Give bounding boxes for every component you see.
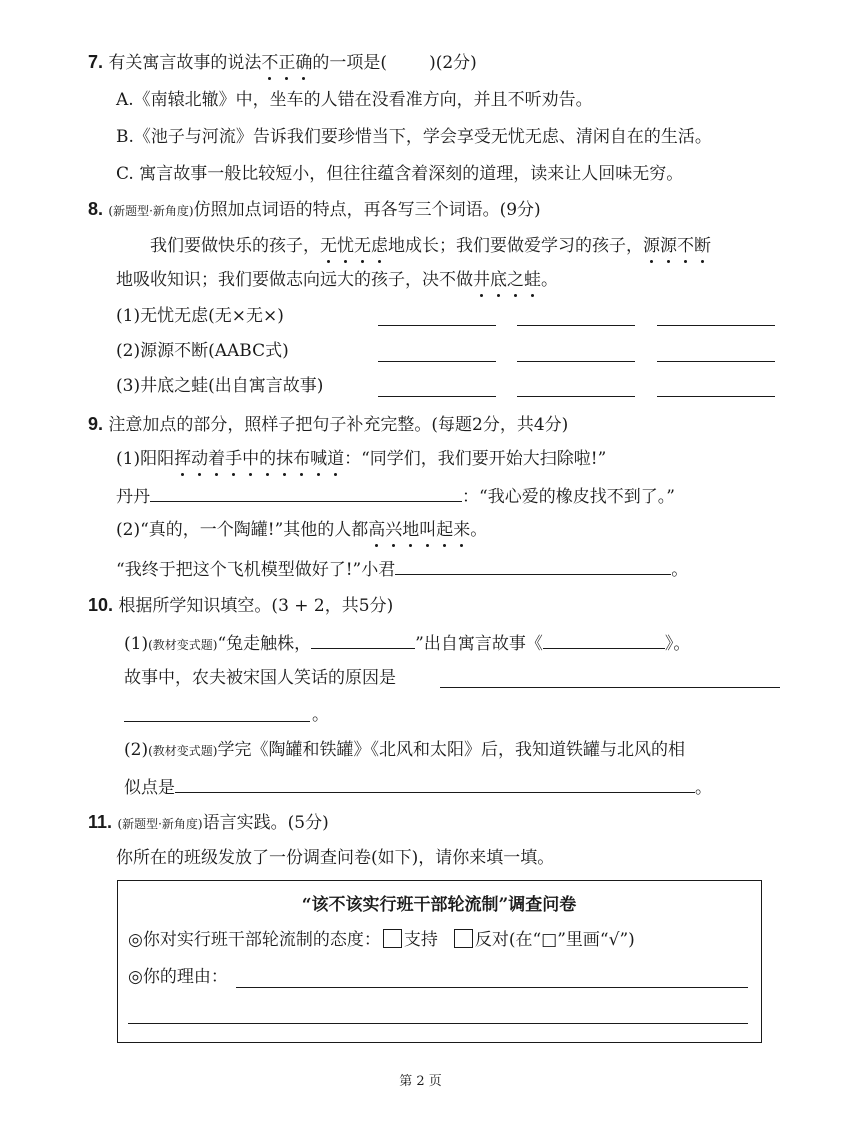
q8-item-1-blank-3[interactable]	[657, 325, 775, 326]
q9-number: 9.	[88, 414, 104, 434]
page-number: 第 2 页	[399, 1074, 442, 1089]
q9-answer-2: “我终于把这个飞机模型做好了!”小君 。	[116, 556, 688, 582]
survey-box	[117, 880, 762, 1043]
q11-number: 11.	[88, 812, 113, 832]
q10-part-1: (1)(教材变式题)“兔走触株， ”出自寓言故事《 》。	[124, 630, 690, 657]
q7-stem: 7. 有关寓言故事的说法不正确的一项是( )(2分)	[88, 52, 477, 73]
q9-answer-1-blank[interactable]	[150, 483, 462, 502]
q10-part-1-end: 。	[312, 705, 329, 725]
q9-answer-1: 丹丹 ：“我心爱的橡皮找不到了。”	[116, 483, 675, 509]
q7-dotted-word: 不正确	[261, 53, 313, 73]
q10-part-2-line2: 似点是 。	[124, 774, 712, 800]
q10-number: 10.	[88, 595, 114, 615]
q11-tag: (新题型·新角度)	[117, 817, 203, 831]
q8-number: 8.	[88, 199, 104, 219]
dotted-wuyouwulv: 无忧无虑	[320, 236, 388, 256]
survey-reason-line-2[interactable]	[128, 1023, 748, 1024]
q8-item-1-blank-2[interactable]	[517, 325, 635, 326]
oppose-checkbox[interactable]	[454, 929, 473, 948]
q9-sentence-2: (2)“真的，一个陶罐!”其他的人都高兴地叫起来。	[116, 520, 488, 540]
q8-passage-line1: 我们要做快乐的孩子，无忧无虑地成长；我们要做爱学习的孩子，源源不断	[150, 236, 711, 256]
q11-intro: 你所在的班级发放了一份调查问卷(如下)，请你来填一填。	[116, 848, 555, 868]
survey-title: “该不该实行班干部轮流制”调查问卷	[301, 895, 577, 915]
q8-tag: (新题型·新角度)	[108, 204, 194, 218]
q10-tag-1: (教材变式题)	[148, 638, 218, 652]
dotted-gaoxingdi: 高兴地叫起来	[368, 520, 471, 540]
q10-part-2: (2)(教材变式题)学完《陶罐和铁罐》《北风和太阳》后，我知道铁罐与北风的相	[124, 740, 685, 760]
q11-stem: 11. (新题型·新角度)语言实践。(5分)	[88, 812, 329, 833]
q10-blank-story[interactable]	[543, 630, 665, 649]
support-checkbox[interactable]	[383, 929, 402, 948]
q8-stem: 8. (新题型·新角度)仿照加点词语的特点，再各写三个词语。(9分)	[88, 199, 541, 220]
q10-stem: 10. 根据所学知识填空。(3 + 2，共5分)	[88, 595, 394, 616]
q10-blank-idiom[interactable]	[311, 630, 415, 649]
q8-item-2-label: (2)源源不断(AABC式)	[116, 341, 289, 361]
q9-answer-2-blank[interactable]	[395, 556, 671, 575]
q10-similarity-blank[interactable]	[175, 774, 695, 793]
q8-item-3-label: (3)井底之蛙(出自寓言故事)	[116, 376, 324, 396]
q7-option-b: B.《池子与河流》告诉我们要珍惜当下，学会享受无忧无虑、清闲自在的生活。	[116, 127, 712, 147]
support-label: 支持	[403, 930, 438, 950]
q8-item-2-blank-3[interactable]	[657, 361, 775, 362]
survey-reason-line-1[interactable]	[236, 987, 748, 988]
q8-item-2-blank-1[interactable]	[378, 361, 496, 362]
q7-number: 7.	[88, 52, 104, 72]
q8-item-2-blank-2[interactable]	[517, 361, 635, 362]
dotted-yuanyuanbuduan: 源源不断	[643, 236, 711, 256]
q10-tag-2: (教材变式题)	[148, 744, 218, 758]
q10-reason-blank-2[interactable]	[124, 721, 310, 722]
survey-reason-label: ◎你的理由：	[128, 967, 228, 987]
q9-sentence-1: (1)阳阳挥动着手中的抹布喊道：“同学们，我们要开始大扫除啦!”	[116, 449, 607, 469]
q8-passage-line2: 地吸收知识；我们要做志向远大的孩子，决不做井底之蛙。	[116, 270, 558, 290]
q8-item-3-blank-3[interactable]	[657, 396, 775, 397]
q7-option-a: A.《南辕北辙》中，坐车的人错在没看准方向，并且不听劝告。	[116, 90, 593, 110]
q7-option-c: C. 寓言故事一般比较短小，但往往蕴含着深刻的道理，读来让人回味无穷。	[116, 164, 684, 184]
dotted-huidong: 挥动着手中的抹布喊道	[174, 449, 345, 469]
survey-attitude-row: ◎你对实行班干部轮流制的态度： 支持 反对(在“□”里画“√”)	[128, 930, 635, 950]
q8-item-3-blank-1[interactable]	[378, 396, 496, 397]
q10-part-1-line2: 故事中，农夫被宋国人笑话的原因是	[124, 668, 396, 688]
q8-item-1-label: (1)无忧无虑(无×无×)	[116, 306, 284, 326]
q8-item-1-blank-1[interactable]	[378, 325, 496, 326]
q10-reason-blank-1[interactable]	[440, 687, 780, 688]
oppose-label: 反对(在“□”里画“√”)	[474, 930, 635, 950]
dotted-jingdizhiwa: 井底之蛙	[473, 270, 541, 290]
q9-stem: 9. 注意加点的部分，照样子把句子补充完整。(每题2分，共4分)	[88, 414, 569, 435]
q8-item-3-blank-2[interactable]	[517, 396, 635, 397]
